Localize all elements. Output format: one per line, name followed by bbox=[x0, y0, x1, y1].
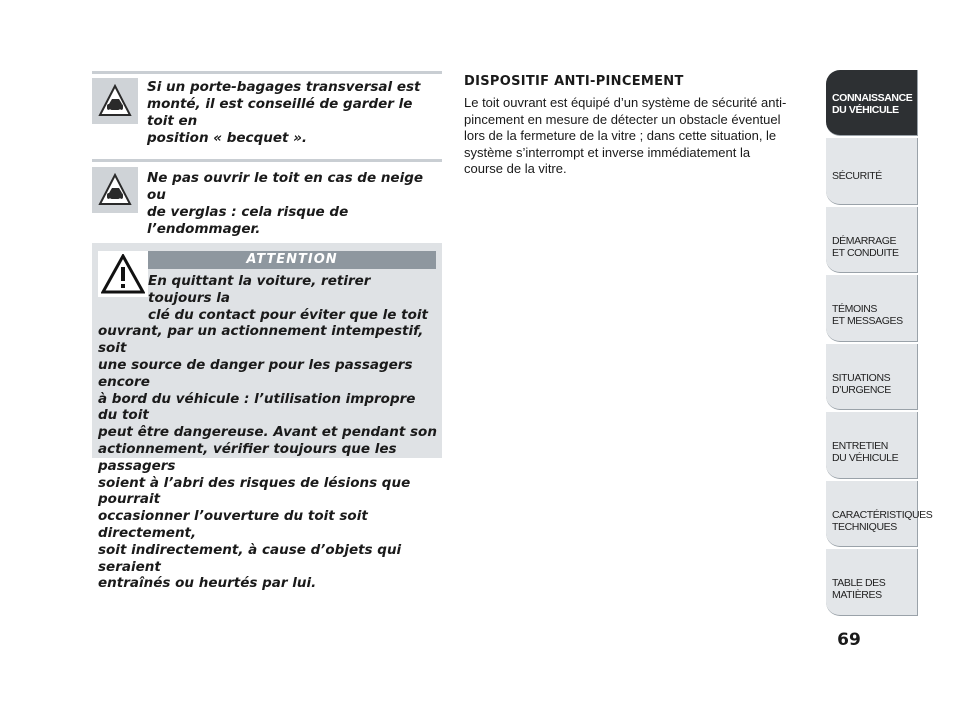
warning-line: soient à l’abri des risques de lésions que pourrait bbox=[98, 474, 411, 508]
note-roof-rack bbox=[147, 79, 442, 147]
car-warning-icon bbox=[92, 167, 138, 213]
tab-caracteristiques-techniques[interactable] bbox=[826, 481, 933, 548]
tab-label: TECHNIQUES bbox=[832, 520, 897, 533]
tab-temoins-messages[interactable] bbox=[826, 275, 918, 342]
tab-securite[interactable] bbox=[826, 138, 918, 205]
tab-table-matieres[interactable] bbox=[826, 549, 918, 616]
tab-label: ET MESSAGES bbox=[832, 315, 903, 327]
warning-line: une source de danger pour les passagers encore bbox=[98, 356, 413, 390]
warning-line: soit indirectement, à cause d’objets qui seraient bbox=[98, 541, 402, 575]
tab-label: TABLE DES bbox=[832, 577, 886, 589]
page-number: 69 bbox=[837, 630, 861, 650]
warning-line: actionnement, vérifier toujours que les passagers bbox=[98, 440, 397, 474]
car-warning-icon bbox=[92, 78, 138, 124]
attention-text bbox=[98, 273, 438, 592]
section-line: Le toit ouvrant est équipé d’un système de sécurité anti- bbox=[464, 95, 787, 110]
warning-line: clé du contact pour éviter que le toit bbox=[148, 306, 428, 323]
tab-label: CARACTÉRISTIQUES bbox=[832, 508, 933, 521]
warning-line: ouvrant, par un actionnement intempestif, soit bbox=[98, 323, 424, 357]
tab-connaissance-vehicule[interactable] bbox=[826, 70, 918, 136]
attention-label: ATTENTION bbox=[148, 251, 436, 269]
attention-box bbox=[92, 243, 442, 592]
warning-line: En quittant la voiture, retirer toujours la bbox=[148, 273, 371, 306]
note-snow-ice bbox=[147, 170, 442, 238]
warning-line: entraînés ou heurtés par lui. bbox=[98, 575, 317, 592]
tab-demarrage-conduite[interactable] bbox=[826, 207, 918, 274]
section-line: lors de la fermeture de la vitre ; dans cette situation, le bbox=[464, 128, 777, 144]
tab-label: DÉMARRAGE bbox=[832, 234, 897, 247]
tab-entretien-vehicule[interactable] bbox=[826, 412, 918, 479]
section-body bbox=[464, 95, 816, 178]
note-divider-top bbox=[92, 71, 442, 74]
section-line: pincement en mesure de détecter un obstacle éventuel bbox=[464, 111, 781, 127]
note-line: position « becquet ». bbox=[147, 130, 308, 146]
tab-label: D’URGENCE bbox=[832, 383, 891, 396]
tab-label: MATIÈRES bbox=[832, 589, 882, 601]
tab-label: ENTRETIEN bbox=[832, 440, 888, 452]
note-line: monté, il est conseillé de garder le toit en bbox=[147, 96, 413, 129]
tab-label: SITUATIONS bbox=[832, 371, 891, 384]
note-line: de verglas : cela risque de l’endommager. bbox=[147, 204, 349, 237]
tab-label: TÉMOINS bbox=[832, 303, 878, 315]
section-line: système s’interrompt et inverse immédiatement la bbox=[464, 144, 751, 160]
tab-situations-urgence[interactable] bbox=[826, 344, 918, 411]
tab-label: SÉCURITÉ bbox=[832, 170, 882, 182]
note-line: Ne pas ouvrir le toit en cas de neige ou bbox=[147, 170, 424, 203]
tab-label: DU VÉHICULE bbox=[832, 452, 899, 464]
chapter-sidebar bbox=[826, 70, 933, 618]
section-title: DISPOSITIF ANTI-PINCEMENT bbox=[464, 74, 684, 89]
warning-line: à bord du véhicule : l’utilisation impropre du toit bbox=[98, 390, 416, 424]
warning-line: occasionner l’ouverture du toit soit directement, bbox=[98, 508, 368, 541]
tab-label: DU VÉHICULE bbox=[832, 104, 899, 116]
warning-line: peut être dangereuse. Avant et pendant son bbox=[98, 424, 437, 441]
tab-label: CONNAISSANCE bbox=[832, 92, 913, 104]
section-line: course de la vitre. bbox=[464, 161, 567, 177]
note-divider-middle bbox=[92, 159, 442, 162]
tab-label: ET CONDUITE bbox=[832, 246, 899, 259]
note-line: Si un porte-bagages transversal est bbox=[147, 79, 421, 95]
